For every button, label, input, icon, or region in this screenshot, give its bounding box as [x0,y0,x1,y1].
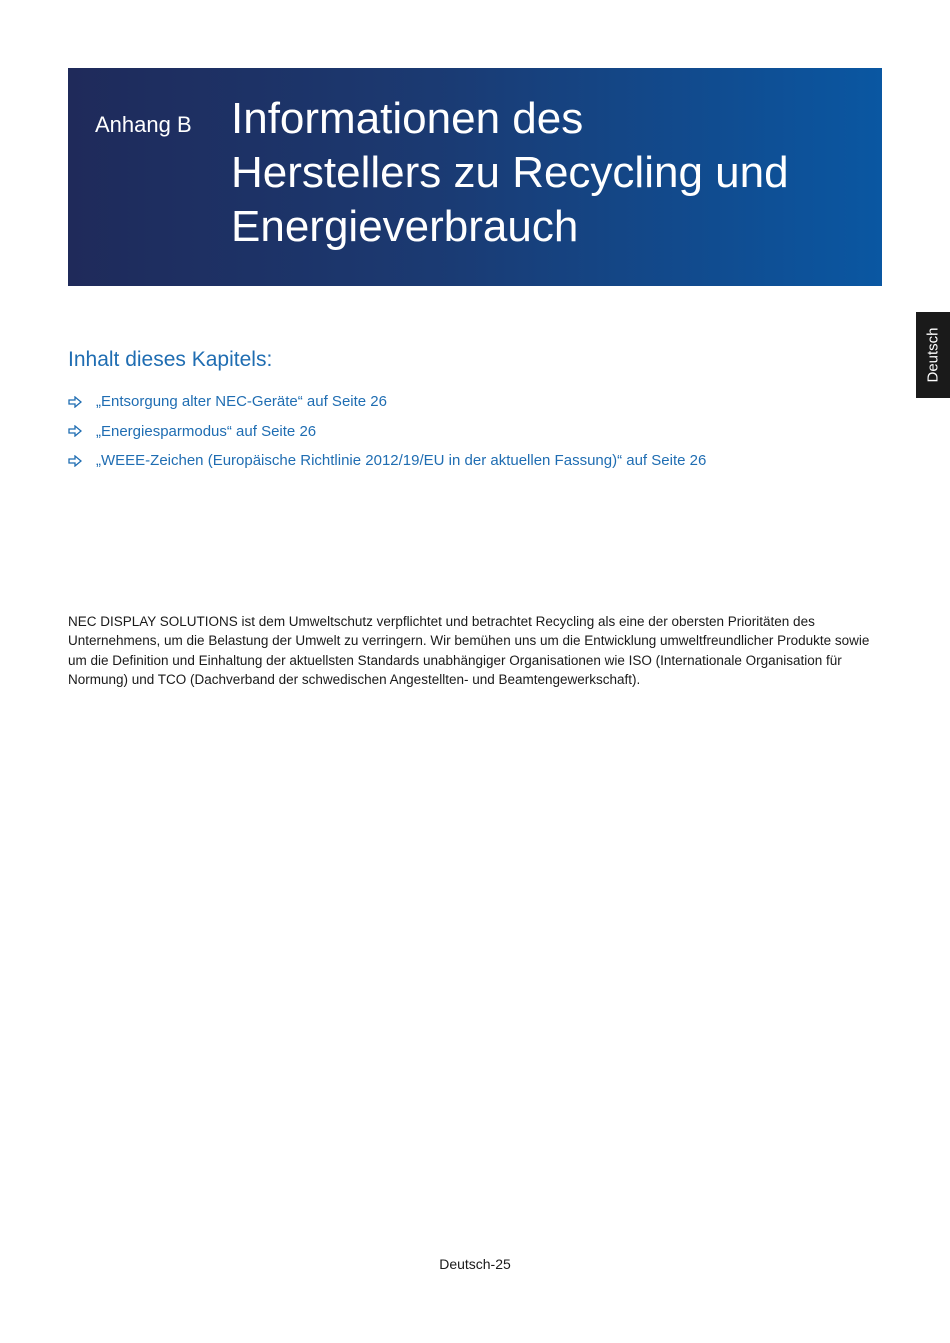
toc-link-label[interactable]: „WEEE-Zeichen (Europäische Richtlinie 2012/19/EU in der aktuellen Fassung)“ auf Seite 26 [96,452,707,470]
toc-link-label[interactable]: „Entsorgung alter NEC-Geräte“ auf Seite 26 [96,393,387,411]
toc-list [68,387,706,476]
intro-paragraph: NEC DISPLAY SOLUTIONS ist dem Umweltschutz verpflichtet und betrachtet Recycling als eine der obersten Prioritäten des Unternehmens, um die Belastung der Umwelt zu verringern. Wir bemühen uns um die Entwicklung umweltfreundlicher Produkte sowie um die Definition und Einhaltung der aktuellsten Standards unabhängiger Organisationen wie ISO (Internationale Organisation für Normung) und TCO (Dachverband der schwedischen Angestellten- und Beamtengewerkschaft). [68,614,870,687]
chapter-title [231,92,851,254]
chapter-header-banner [68,68,882,286]
language-side-tab [916,312,950,398]
page-number: Deutsch-25 [439,1256,511,1272]
chapter-title-line: Energieverbrauch [231,202,579,251]
toc-heading: Inhalt dieses Kapitels: [68,348,273,371]
chapter-title-line: Herstellers zu Recycling und [231,148,789,197]
chapter-title-line: Informationen des [231,94,584,143]
toc-link-weee[interactable] [68,446,706,476]
hollow-arrow-right-icon [68,425,82,437]
hollow-arrow-right-icon [68,455,82,467]
hollow-arrow-right-icon [68,396,82,408]
toc-link-entsorgung[interactable] [68,387,706,417]
toc-link-energiesparmodus[interactable] [68,417,706,447]
appendix-label: Anhang B [95,112,192,137]
toc-link-label[interactable]: „Energiesparmodus“ auf Seite 26 [96,422,317,440]
language-side-tab-label: Deutsch [924,327,942,383]
